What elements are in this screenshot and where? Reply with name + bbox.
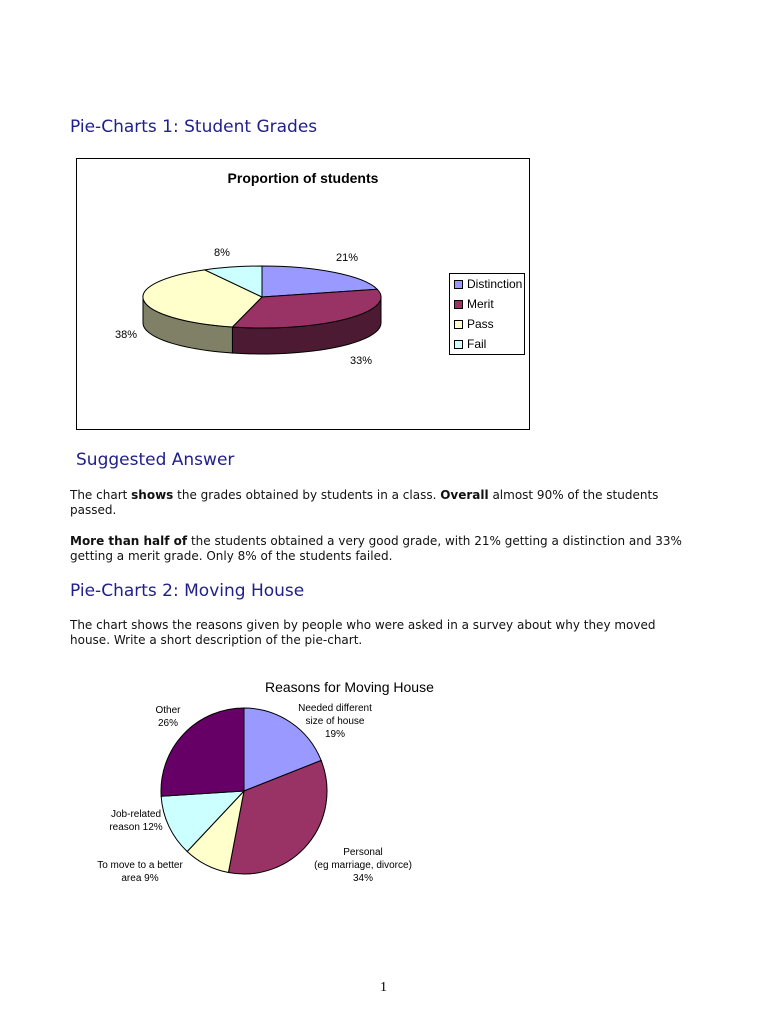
label-other bbox=[142, 704, 194, 730]
label-line: Personal bbox=[343, 847, 383, 858]
label-line: Needed different bbox=[298, 703, 372, 714]
label-better-area bbox=[90, 859, 190, 885]
label-line: reason 12% bbox=[109, 822, 163, 833]
label-merit: 33% bbox=[350, 355, 373, 367]
text: almost 90% of the students passed. bbox=[70, 488, 659, 517]
label-pass: 38% bbox=[115, 329, 138, 341]
text: the grades obtained by students in a class. bbox=[173, 488, 441, 502]
paragraph-task: The chart shows the reasons given by people who were asked in a survey about why they moved house. Write a short description of the pie-chart. bbox=[70, 618, 656, 647]
label-line: 19% bbox=[324, 729, 345, 740]
label-fail: 8% bbox=[214, 247, 230, 259]
label-line: 34% bbox=[352, 873, 373, 884]
bold-text: Overall bbox=[440, 488, 489, 502]
label-job-related bbox=[100, 808, 172, 834]
section-heading-suggested-answer: Suggested Answer bbox=[76, 450, 235, 470]
label-line: (eg marriage, divorce) bbox=[314, 860, 412, 871]
text: The chart bbox=[70, 488, 132, 502]
label-needed-different-size bbox=[290, 702, 380, 741]
legend-label: Fail bbox=[467, 337, 487, 351]
label-personal bbox=[308, 846, 418, 885]
text: the students obtained a very good grade, with 21% getting a distinction and 33% getting a merit grade. Only 8% of the students failed. bbox=[70, 534, 682, 563]
page-number: 1 bbox=[380, 980, 387, 995]
chart-title: Proportion of students bbox=[227, 170, 379, 186]
label-line: Other bbox=[155, 705, 181, 716]
bold-text: shows bbox=[131, 488, 174, 502]
chart-title-moving-house: Reasons for Moving House bbox=[265, 679, 434, 695]
label-line: Job-related bbox=[110, 809, 162, 820]
section-heading-moving-house: Pie-Charts 2: Moving House bbox=[70, 581, 305, 601]
bold-text: More than half of bbox=[70, 534, 188, 548]
label-line: To move to a better bbox=[97, 860, 183, 871]
label-line: 26% bbox=[157, 718, 178, 729]
label-distinction: 21% bbox=[336, 252, 359, 264]
legend-label: Merit bbox=[467, 297, 494, 311]
label-line: size of house bbox=[305, 716, 365, 727]
legend-label: Distinction bbox=[467, 277, 523, 291]
section-heading-student-grades: Pie-Charts 1: Student Grades bbox=[70, 117, 318, 137]
legend-label: Pass bbox=[467, 317, 494, 331]
label-line: area 9% bbox=[121, 873, 159, 884]
